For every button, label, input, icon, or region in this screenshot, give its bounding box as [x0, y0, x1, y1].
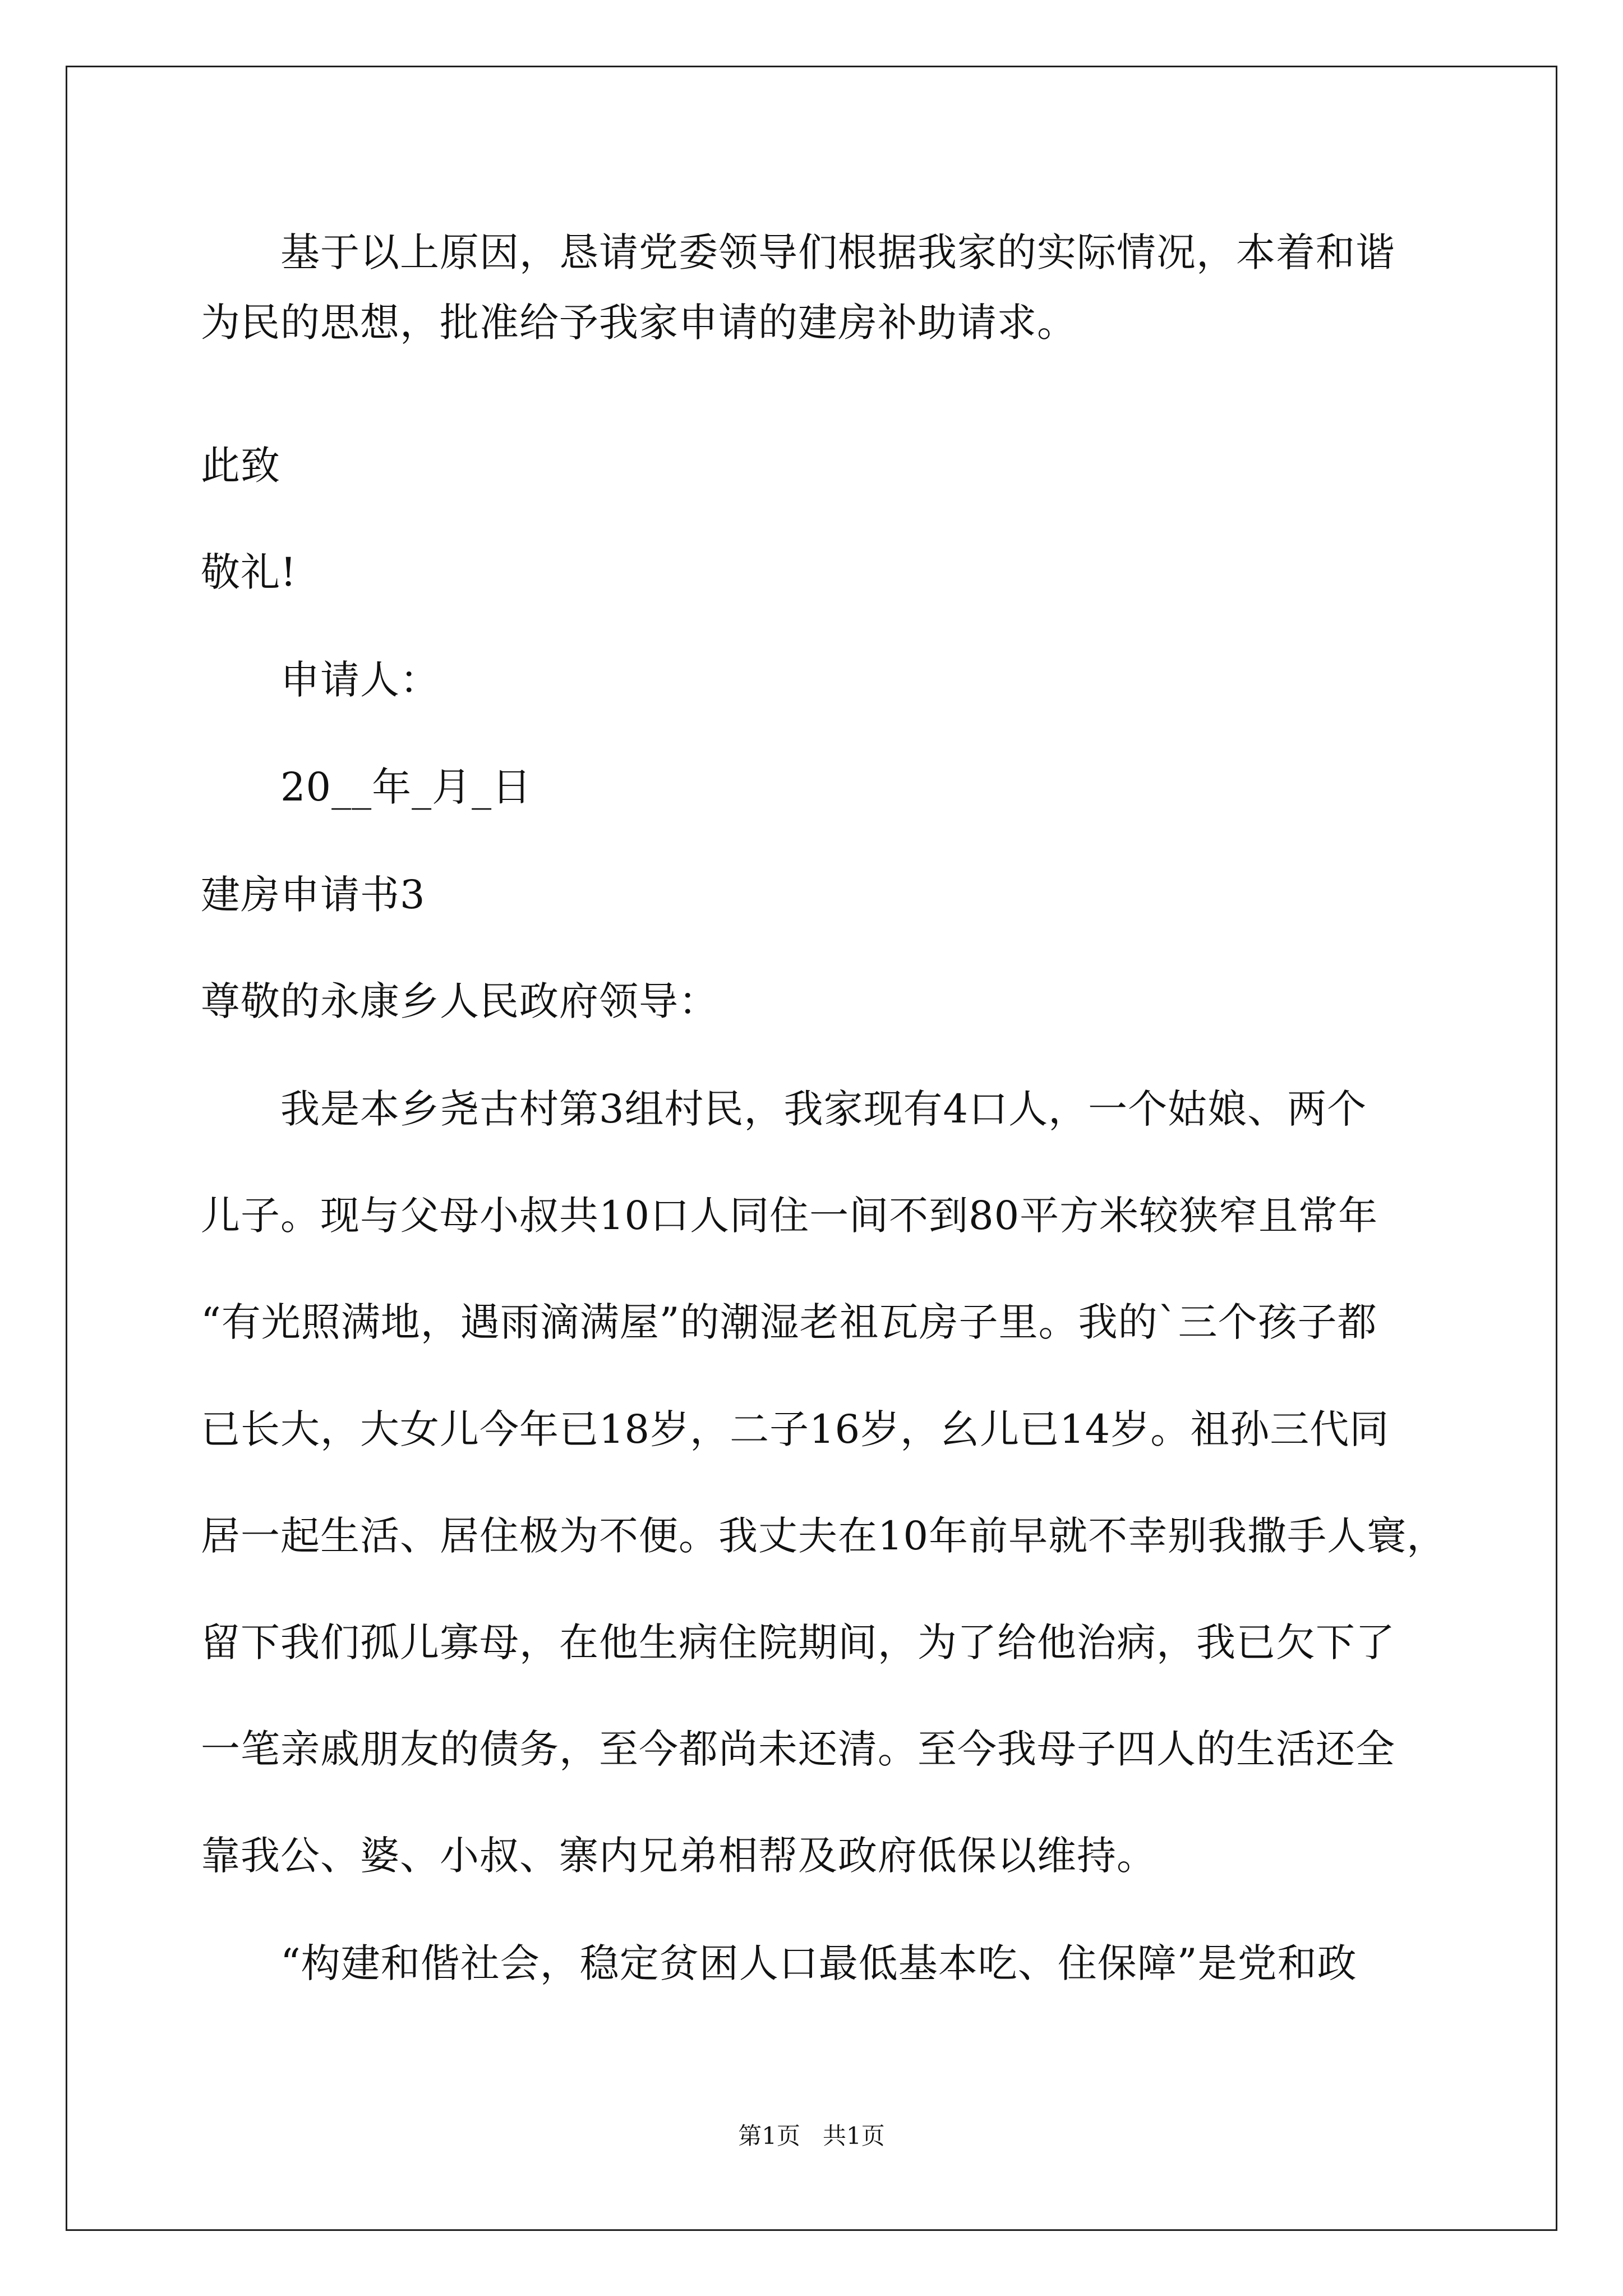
body-line: “构建和偕社会，稳定贫困人口最低基本吃、住保障”是党和政 [280, 1940, 1357, 1986]
letter-greeting: 尊敬的永康乡人民政府领导： [201, 978, 718, 1024]
page-footer: 第1页 共1页 [738, 2122, 885, 2150]
section-title: 建房申请书3 [201, 872, 426, 918]
closing-regards: 敬礼! [201, 549, 297, 595]
body-line: “有光照满地，遇雨滴满屋”的潮湿老祖瓦房子里。我的`三个孩子都 [201, 1299, 1377, 1345]
body-line: 我是本乡尧古村第3组村民，我家现有4口人，一个姑娘、两个 [280, 1086, 1367, 1132]
page-border [66, 66, 1557, 2231]
body-line: 靠我公、婆、小叔、寨内兄弟相帮及政府低保以维持。 [201, 1833, 1156, 1879]
body-line: 为民的思想，批准给予我家申请的建房补助请求。 [201, 300, 1077, 346]
closing-salutation: 此致 [201, 443, 280, 489]
body-line: 居一起生活、居住极为不便。我丈夫在10年前早就不幸别我撒手人寰， [201, 1513, 1447, 1559]
applicant-label: 申请人： [280, 657, 440, 703]
body-line: 基于以上原因，恳请党委领导们根据我家的实际情况，本着和谐 [280, 229, 1395, 275]
date-line: 20__年_月_日 [280, 764, 532, 810]
body-line: 已长大，大女儿今年已18岁，二子16岁，幺儿已14岁。祖孙三代同 [201, 1406, 1390, 1452]
body-line: 一笔亲戚朋友的债务，至今都尚未还清。至今我母子四人的生活还全 [201, 1726, 1395, 1772]
body-line: 留下我们孤儿寡母，在他生病住院期间，为了给他治病，我已欠下了 [201, 1619, 1395, 1665]
body-line: 儿子。现与父母小叔共10口人同住一间不到80平方米较狭窄且常年 [201, 1193, 1378, 1239]
